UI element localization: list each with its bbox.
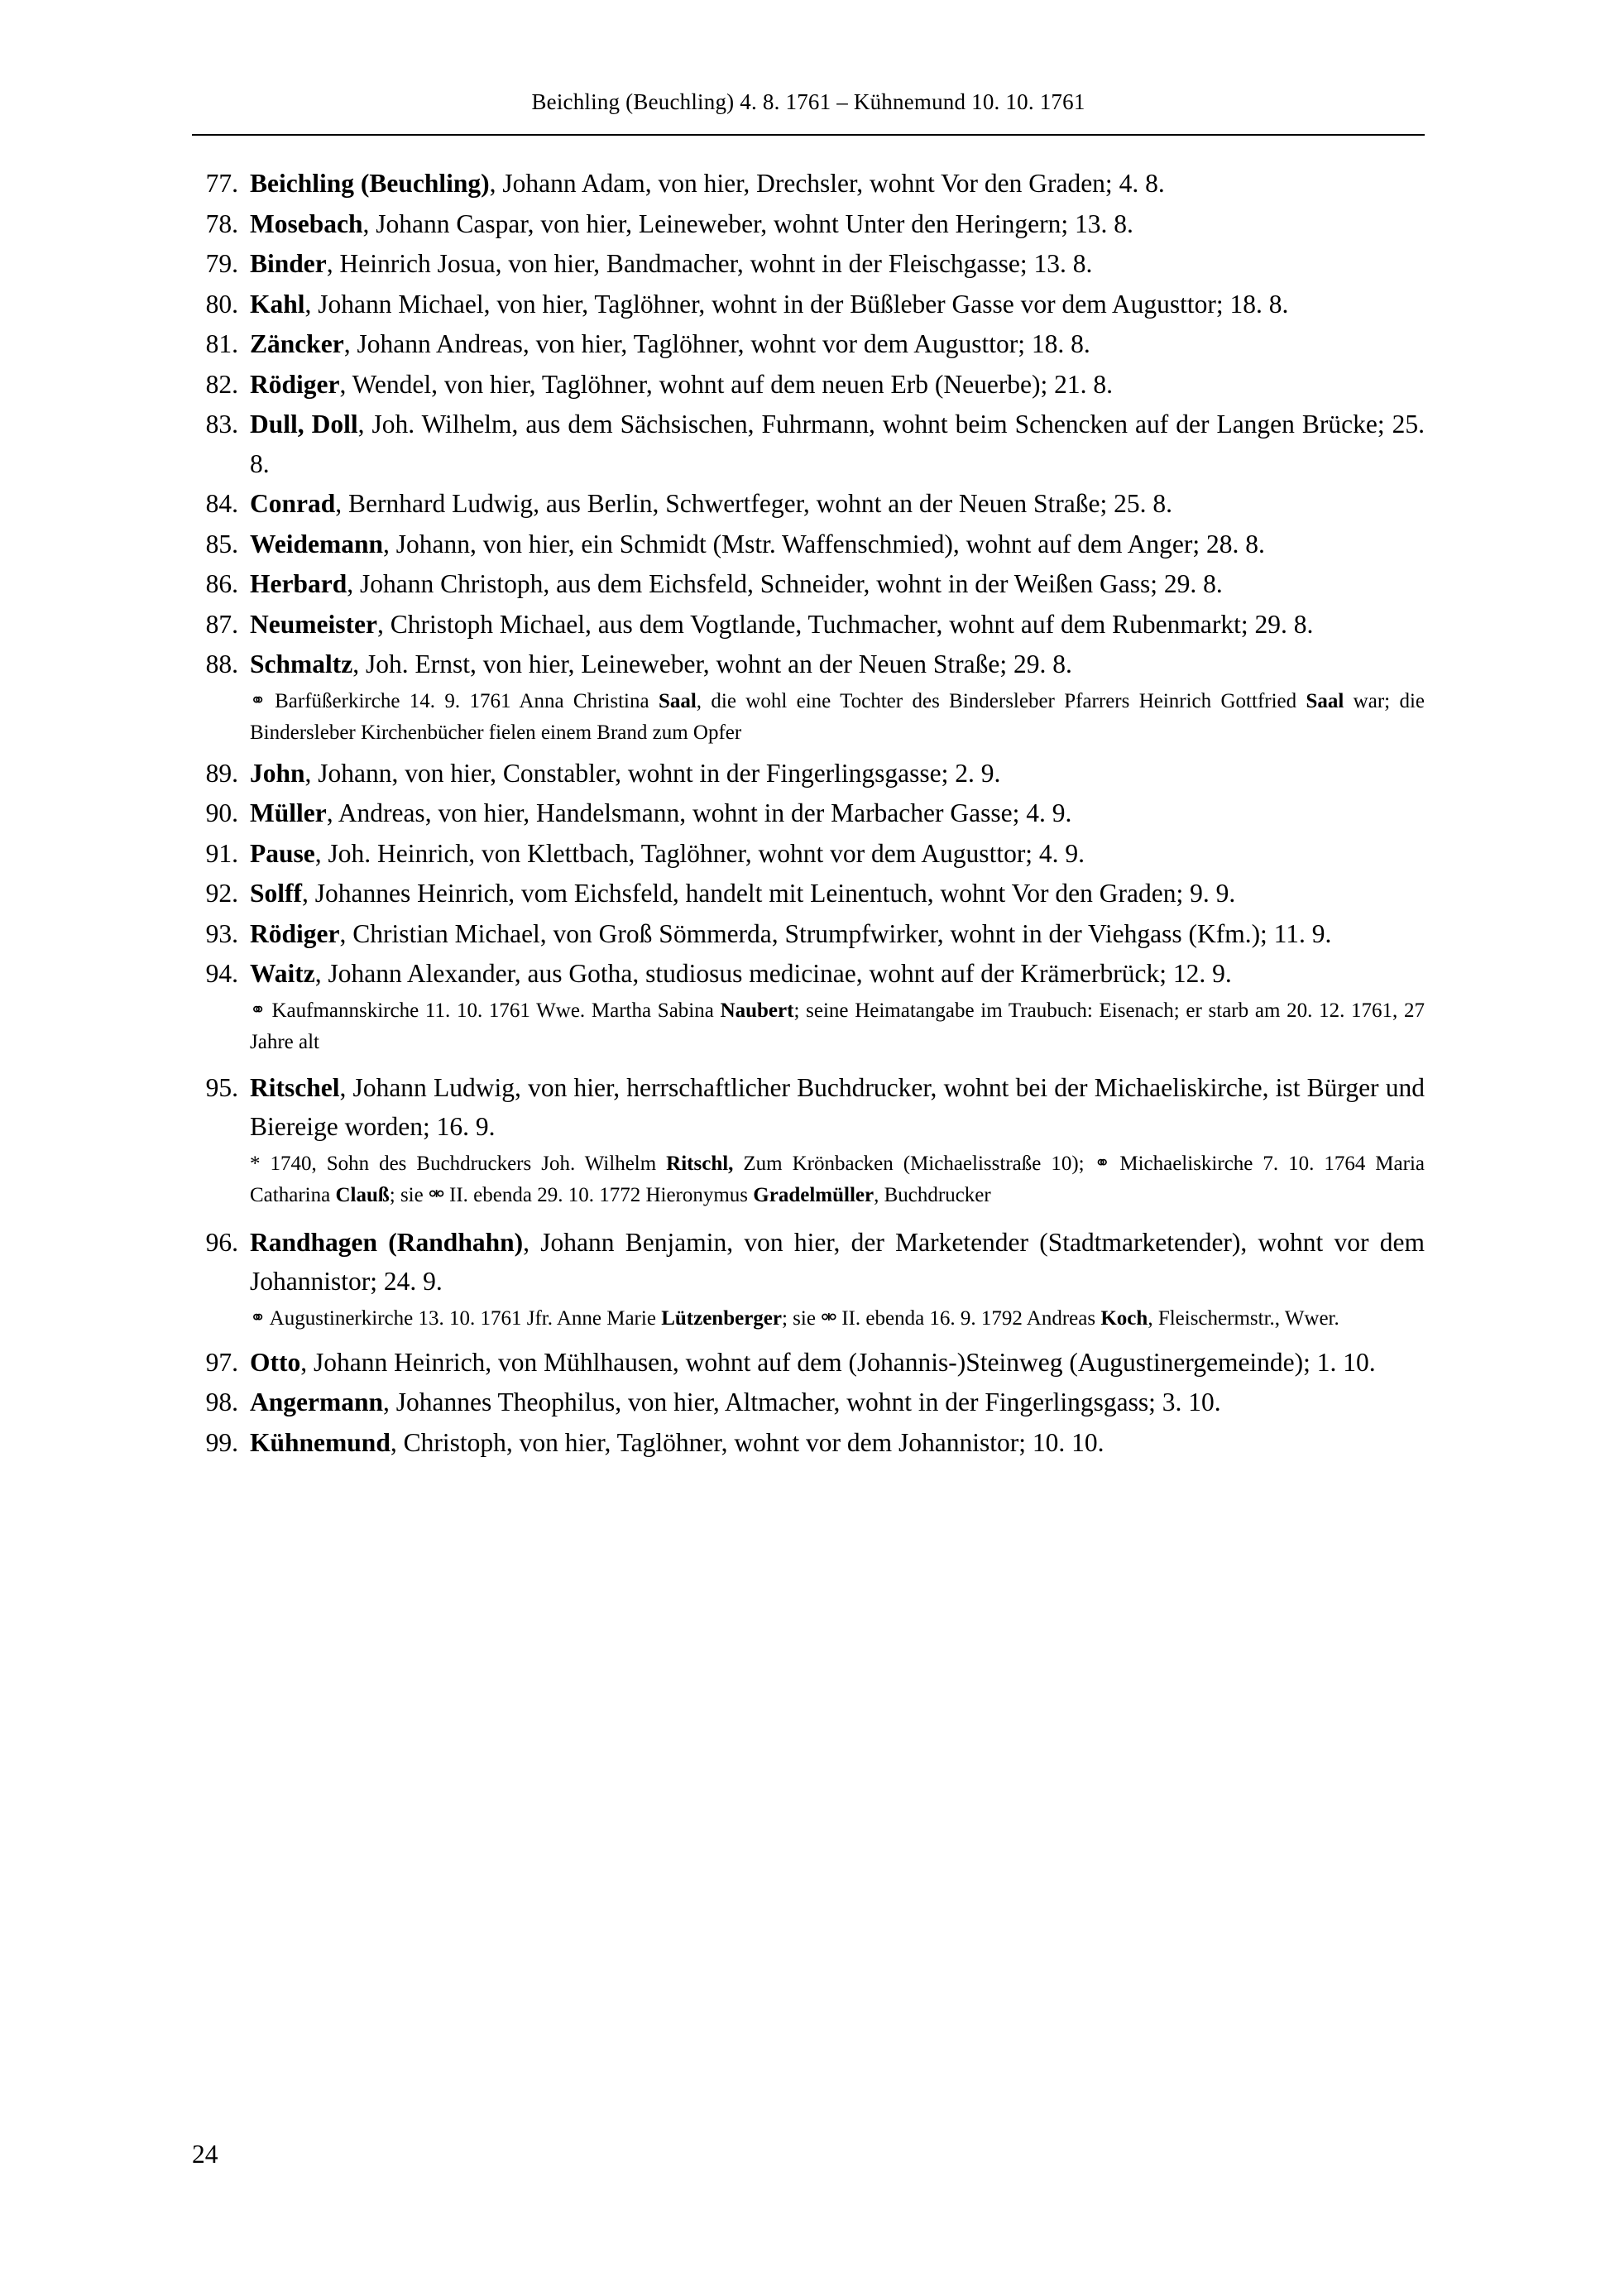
entry-90 bbox=[192, 793, 1425, 833]
entry-surname: Herbard bbox=[250, 569, 347, 598]
note-name: Lützenberger bbox=[661, 1306, 782, 1330]
entry-77 bbox=[192, 164, 1425, 204]
entry-surname: Binder bbox=[250, 249, 327, 278]
entry-note bbox=[192, 995, 1425, 1058]
entry-number: 88. bbox=[205, 649, 238, 678]
entry-82 bbox=[192, 365, 1425, 405]
entry-detail: , Joh. Heinrich, von Klettbach, Taglöhner, wohnt vor dem Augusttor; 4. 9. bbox=[314, 838, 1085, 868]
entry-surname: Angermann bbox=[250, 1388, 384, 1416]
entry-surname: Rödiger bbox=[250, 369, 340, 399]
entry-detail: , Christoph, von hier, Taglöhner, wohnt vor dem Johannistor; 10. 10. bbox=[390, 1427, 1104, 1457]
entry-surname: Pause bbox=[250, 838, 315, 868]
entry-detail: , Johann Michael, von hier, Taglöhner, wohnt in der Büßleber Gasse vor dem Augusttor; 18. 8. bbox=[304, 289, 1289, 319]
entry-detail: , Joh. Wilhelm, aus dem Sächsischen, Fuhrmann, wohnt beim Schencken auf der Langen Brücke; 25. 8. bbox=[250, 410, 1425, 478]
entry-surname: Dull, Doll bbox=[250, 410, 358, 439]
note-text: 1740, Sohn des Buchdruckers Joh. Wilhelm bbox=[260, 1152, 667, 1175]
marriage-symbol: ⚭ bbox=[250, 1306, 266, 1329]
running-header: Beichling (Beuchling) 4. 8. 1761 – Kühnemund 10. 10. 1761 bbox=[531, 89, 1085, 114]
note-text: II. ebenda 29. 10. 1772 Hieronymus bbox=[443, 1183, 754, 1206]
entry-number: 93. bbox=[205, 918, 238, 948]
entry-detail: , Heinrich Josua, von hier, Bandmacher, wohnt in der Fleischgasse; 13. 8. bbox=[326, 249, 1093, 278]
entry-95 bbox=[192, 1068, 1425, 1147]
note-name: Saal bbox=[658, 689, 697, 712]
entry-number: 78. bbox=[205, 209, 238, 238]
entry-93 bbox=[192, 914, 1425, 954]
entry-detail: , Andreas, von hier, Handelsmann, wohnt in der Marbacher Gasse; 4. 9. bbox=[326, 798, 1072, 827]
entry-note bbox=[192, 1148, 1425, 1211]
note-text: ; sie bbox=[781, 1306, 822, 1330]
entry-number: 77. bbox=[205, 169, 238, 198]
entry-number: 80. bbox=[205, 289, 238, 319]
entry-number: 87. bbox=[205, 609, 238, 639]
entry-number: 94. bbox=[205, 959, 238, 988]
entry-79 bbox=[192, 244, 1425, 284]
entry-92 bbox=[192, 874, 1425, 913]
entry-surname: Rödiger bbox=[250, 918, 340, 948]
note-text: ; seine Heimatangabe im Traubuch: Eisenach; er starb am 20. 12. 1761, 27 Jahre alt bbox=[250, 999, 1425, 1053]
entry-85 bbox=[192, 525, 1425, 564]
note-text: Augustinerkirche 13. 10. 1761 Jfr. Anne Marie bbox=[269, 1306, 662, 1330]
entry-detail: , Johann Alexander, aus Gotha, studiosus medicinae, wohnt auf der Krämerbrück; 12. 9. bbox=[314, 959, 1232, 988]
entry-number: 85. bbox=[205, 529, 238, 558]
entry-97 bbox=[192, 1343, 1425, 1383]
entry-surname: Mosebach bbox=[250, 209, 363, 238]
note-name: Clauß bbox=[335, 1183, 390, 1206]
entry-detail: , Johann, von hier, Constabler, wohnt in der Fingerlingsgasse; 2. 9. bbox=[304, 758, 1001, 788]
entry-surname: Solff bbox=[250, 879, 302, 908]
entry-number: 90. bbox=[205, 798, 238, 827]
entry-91 bbox=[192, 834, 1425, 874]
entry-number: 81. bbox=[205, 329, 238, 358]
note-name: Gradelmüller bbox=[753, 1183, 874, 1206]
entry-number: 79. bbox=[205, 249, 238, 278]
entry-surname: Weidemann bbox=[250, 529, 384, 558]
entry-number: 91. bbox=[205, 838, 238, 868]
entry-note bbox=[192, 1303, 1425, 1335]
marriage-symbol: ⚭ bbox=[250, 689, 266, 712]
entry-surname: Zäncker bbox=[250, 329, 344, 358]
entry-number: 82. bbox=[205, 369, 238, 399]
note-name: Naubert bbox=[720, 999, 794, 1022]
note-name: Saal bbox=[1306, 689, 1344, 712]
entry-number: 92. bbox=[205, 879, 238, 908]
entry-number: 83. bbox=[205, 410, 238, 439]
entry-number: 95. bbox=[205, 1072, 238, 1102]
note-text: Zum Krönbacken (Michaelisstraße 10); bbox=[733, 1152, 1095, 1175]
entry-detail: , Johann Ludwig, von hier, herrschaftlicher Buchdrucker, wohnt bei der Michaeliskirche, ist Bürger und Biereige worden; 16. 9. bbox=[250, 1072, 1425, 1141]
entry-89 bbox=[192, 754, 1425, 793]
entry-98 bbox=[192, 1383, 1425, 1422]
note-text: ; sie bbox=[389, 1183, 429, 1206]
entry-surname: Müller bbox=[250, 798, 327, 827]
page-number: 24 bbox=[192, 2140, 218, 2169]
entry-detail: , Johann Adam, von hier, Drechsler, wohnt Vor den Graden; 4. 8. bbox=[489, 169, 1165, 198]
entry-78 bbox=[192, 204, 1425, 244]
entry-surname: Waitz bbox=[250, 959, 315, 988]
note-text: Michaeliskirche 7. 10. 1764 Maria Catharina bbox=[250, 1152, 1425, 1206]
note-name: Ritschl, bbox=[666, 1152, 734, 1175]
marriage-symbol: ⚭ bbox=[1094, 1152, 1110, 1174]
entry-detail: , Joh. Ernst, von hier, Leineweber, wohnt an der Neuen Straße; 29. 8. bbox=[352, 649, 1072, 678]
marriage-symbol: ⚭ bbox=[250, 999, 266, 1021]
note-text: II. ebenda 16. 9. 1792 Andreas bbox=[836, 1306, 1101, 1330]
entry-84 bbox=[192, 484, 1425, 524]
birth-symbol: * bbox=[250, 1152, 261, 1175]
entry-detail: , Johann Benjamin, von hier, der Marketender (Stadtmarketender), wohnt vor dem Johannistor; 24. 9. bbox=[250, 1227, 1425, 1296]
entry-detail: , Johann, von hier, ein Schmidt (Mstr. Waffenschmied), wohnt auf dem Anger; 28. 8. bbox=[383, 529, 1265, 558]
entry-detail: , Johann Caspar, von hier, Leineweber, wohnt Unter den Heringern; 13. 8. bbox=[362, 209, 1133, 238]
entry-surname: Schmaltz bbox=[250, 649, 353, 678]
note-text: , Fleischermstr., Wwer. bbox=[1148, 1306, 1339, 1330]
entry-detail: , Christoph Michael, aus dem Vogtlande, Tuchmacher, wohnt auf dem Rubenmarkt; 29. 8. bbox=[376, 609, 1314, 639]
entry-94 bbox=[192, 954, 1425, 994]
header-rule bbox=[192, 134, 1425, 136]
entry-detail: , Wendel, von hier, Taglöhner, wohnt auf dem neuen Erb (Neuerbe); 21. 8. bbox=[339, 369, 1114, 399]
entry-number: 99. bbox=[205, 1427, 238, 1457]
note-text: , die wohl eine Tochter des Bindersleber Pfarrers Heinrich Gottfried bbox=[696, 689, 1306, 712]
entry-99 bbox=[192, 1423, 1425, 1463]
entry-81 bbox=[192, 324, 1425, 364]
note-text: war; die Bindersleber Kirchenbücher fielen einem Brand zum Opfer bbox=[250, 689, 1425, 744]
entry-detail: , Johann Andreas, von hier, Taglöhner, wohnt vor dem Augusttor; 18. 8. bbox=[343, 329, 1090, 358]
entry-86 bbox=[192, 564, 1425, 604]
entry-number: 96. bbox=[205, 1227, 238, 1257]
entry-surname: Randhagen (Randhahn) bbox=[250, 1227, 524, 1257]
entry-detail: , Bernhard Ludwig, aus Berlin, Schwertfeger, wohnt an der Neuen Straße; 25. 8. bbox=[335, 489, 1172, 518]
entry-surname: Neumeister bbox=[250, 609, 377, 639]
entry-surname: Ritschel bbox=[250, 1072, 340, 1102]
entry-detail: , Johann Heinrich, von Mühlhausen, wohnt auf dem (Johannis-)Steinweg (Augustinergemeinde); 1. 10. bbox=[300, 1347, 1376, 1377]
entry-number: 89. bbox=[205, 758, 238, 788]
entry-surname: Conrad bbox=[250, 489, 336, 518]
entry-87 bbox=[192, 605, 1425, 645]
entry-83 bbox=[192, 405, 1425, 483]
entry-number: 84. bbox=[205, 489, 238, 518]
entry-surname: Beichling (Beuchling) bbox=[250, 169, 490, 198]
entry-number: 97. bbox=[205, 1347, 238, 1377]
entry-surname: Kahl bbox=[250, 289, 305, 319]
entry-detail: , Christian Michael, von Groß Sömmerda, Strumpfwirker, wohnt in der Viehgass (Kfm.); 11. 9. bbox=[339, 918, 1332, 948]
entry-detail: , Johann Christoph, aus dem Eichsfeld, Schneider, wohnt in der Weißen Gass; 29. 8. bbox=[347, 569, 1223, 598]
note-text: Barfüßerkirche 14. 9. 1761 Anna Christina bbox=[275, 689, 659, 712]
entry-number: 98. bbox=[205, 1388, 238, 1416]
entry-number: 86. bbox=[205, 569, 238, 598]
entry-surname: Kühnemund bbox=[250, 1427, 391, 1457]
entry-80 bbox=[192, 285, 1425, 324]
entry-88 bbox=[192, 645, 1425, 684]
entry-surname: John bbox=[250, 758, 305, 788]
note-text: Kaufmannskirche 11. 10. 1761 Wwe. Martha Sabina bbox=[271, 999, 721, 1022]
entry-detail: , Johannes Heinrich, vom Eichsfeld, handelt mit Leinentuch, wohnt Vor den Graden; 9. 9. bbox=[302, 879, 1236, 908]
entry-96 bbox=[192, 1223, 1425, 1301]
entry-note bbox=[192, 686, 1425, 749]
entry-surname: Otto bbox=[250, 1347, 301, 1377]
marriage-symbol: ⚮ bbox=[428, 1183, 444, 1206]
entry-detail: , Johannes Theophilus, von hier, Altmacher, wohnt in der Fingerlingsgass; 3. 10. bbox=[383, 1388, 1221, 1416]
note-text: , Buchdrucker bbox=[874, 1183, 991, 1206]
marriage-symbol: ⚮ bbox=[821, 1306, 836, 1329]
note-name: Koch bbox=[1100, 1306, 1148, 1330]
entry-list bbox=[192, 164, 1425, 1463]
